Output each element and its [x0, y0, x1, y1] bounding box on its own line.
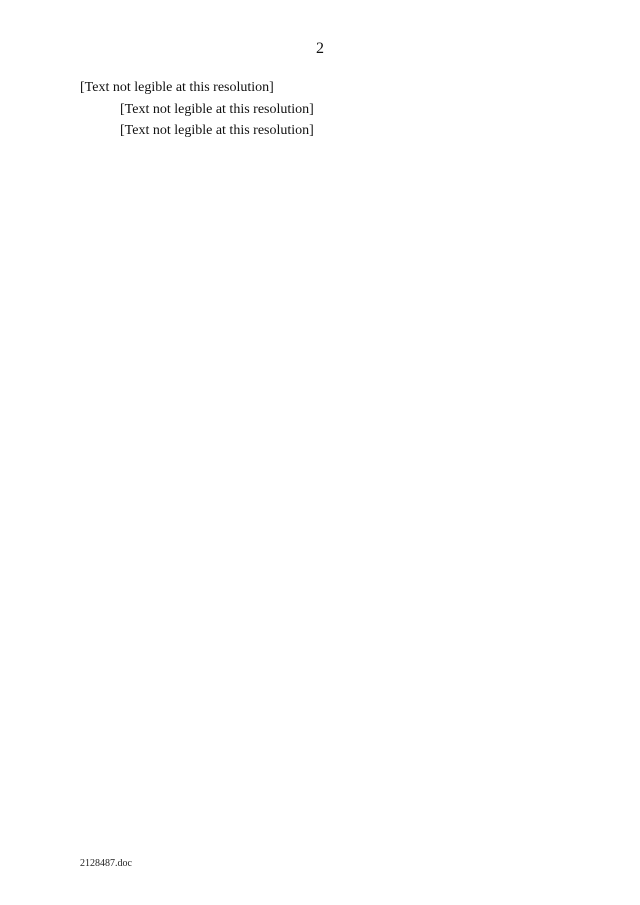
document-file-reference: 2128487.doc	[80, 858, 132, 869]
paragraph-2: [Text not legible at this resolution]	[120, 101, 314, 117]
paragraph-1: [Text not legible at this resolution]	[80, 80, 274, 95]
paragraph-3: [Text not legible at this resolution]	[120, 123, 314, 139]
document-body	[80, 78, 567, 143]
page-number: 2	[316, 40, 324, 57]
